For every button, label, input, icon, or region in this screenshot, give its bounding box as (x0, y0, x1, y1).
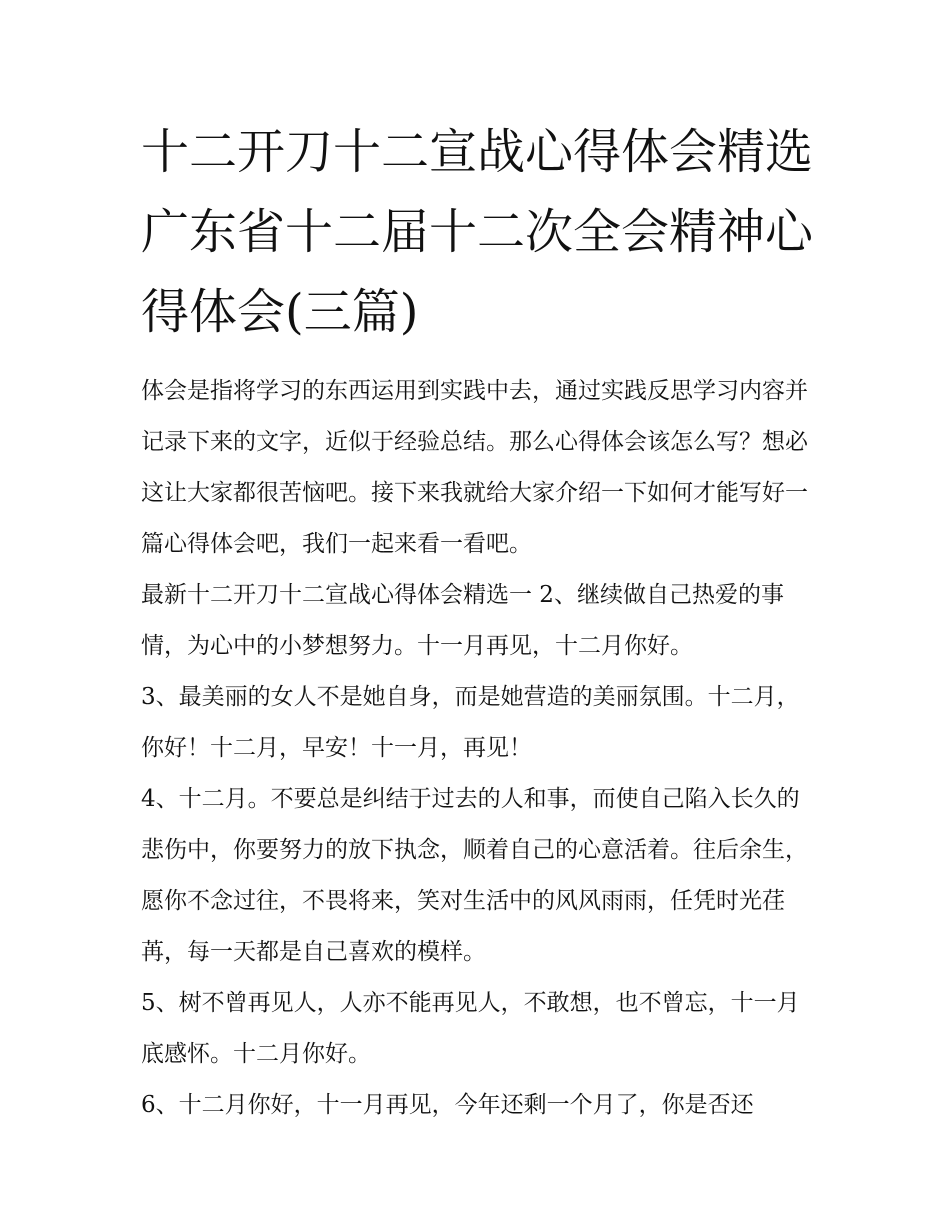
body-paragraph-4: 5、树不曾再见人，人亦不能再见人，不敢想，也不曾忘，十一月底感怀。十二月你好。 (141, 990, 800, 1067)
document-page (141, 112, 813, 1131)
body-paragraph-2: 3、最美丽的女人不是她自身，而是她营造的美丽氛围。十二月，你好！十二月，早安！十一月，再见！ (141, 684, 800, 761)
intro-paragraph: 体会是指将学习的东西运用到实践中去，通过实践反思学习内容并记录下来的文字，近似于经验总结。那么心得体会该怎么写？想必这让大家都很苦恼吧。接下来我就给大家介绍一下如何才能写好一篇心得体会吧，我们一起来看一看吧。 (141, 378, 808, 557)
body-paragraph-1: 最新十二开刀十二宣战心得体会精选一 2、继续做自己热爱的事情，为心中的小梦想努力。十一月再见，十二月你好。 (141, 582, 784, 659)
body-paragraph-3: 4、十二月。不要总是纠结于过去的人和事，而使自己陷入长久的悲伤中，你要努力的放下执念，顺着自己的心意活着。往后余生，愿你不念过往，不畏将来，笑对生活中的风风雨雨，任凭时光荏苒，每一天都是自己喜欢的模样。 (141, 786, 808, 965)
body-paragraph-5: 6、十二月你好，十一月再见，今年还剩一个月了，你是否还 (141, 1092, 754, 1118)
document-title: 十二开刀十二宣战心得体会精选 广东省十二届十二次全会精神心得体会(三篇) (141, 124, 814, 340)
